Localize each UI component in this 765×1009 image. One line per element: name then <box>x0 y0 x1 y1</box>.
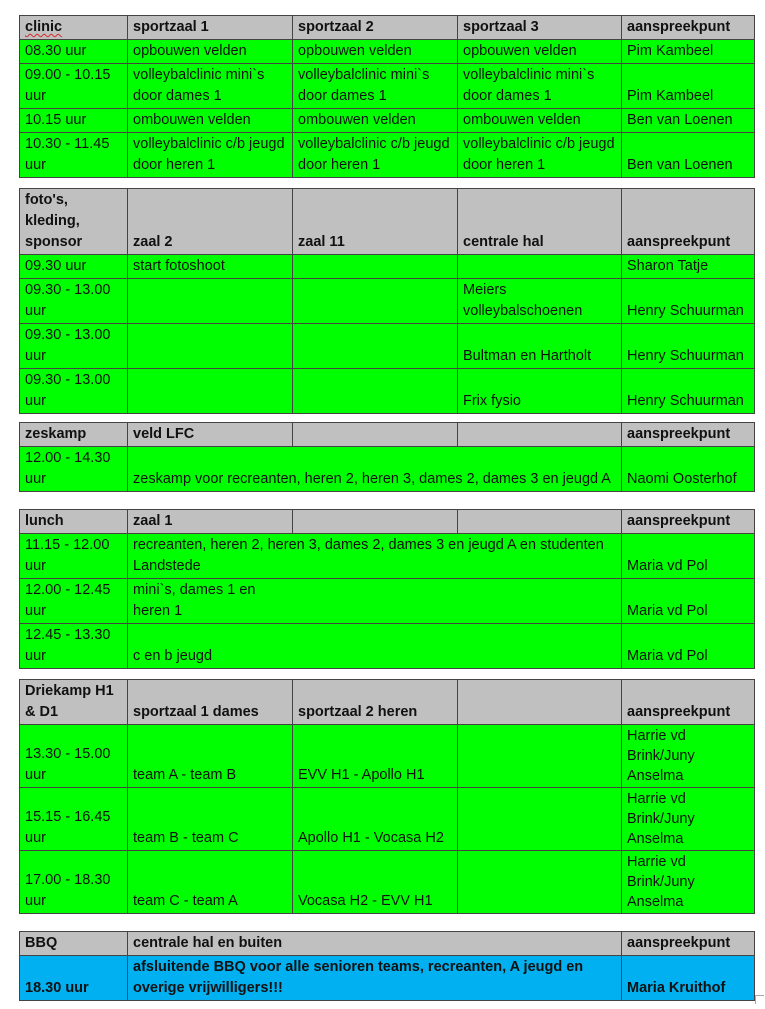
table-cell: volleybalclinic c/b jeugd door heren 1 <box>458 133 622 178</box>
header-cell <box>458 510 622 534</box>
table-cell: EVV H1 - Apollo H1 <box>293 725 458 788</box>
table-cell <box>293 255 458 279</box>
table-cell <box>128 369 293 414</box>
contact-cell: Maria vd Pol <box>622 534 755 579</box>
time-cell: 08.30 uur <box>20 40 128 64</box>
header-cell: sportzaal 2 heren <box>293 680 458 725</box>
contact-cell: Harrie vd Brink/Juny Anselma <box>622 851 755 914</box>
contact-cell: Henry Schuurman <box>622 324 755 369</box>
header-cell: veld LFC <box>128 423 293 447</box>
table-cell: volleybalclinic mini`s door dames 1 <box>128 64 293 109</box>
table-cell: ombouwen velden <box>458 109 622 133</box>
time-cell: 12.00 - 12.45 uur <box>20 579 128 624</box>
table-cell <box>293 369 458 414</box>
table-row <box>20 133 755 178</box>
time-cell: 09.00 - 10.15 uur <box>20 64 128 109</box>
time-cell: 12.00 - 14.30 uur <box>20 447 128 492</box>
header-cell <box>458 423 622 447</box>
table-cell <box>458 851 622 914</box>
header-cell: zaal 1 <box>128 510 293 534</box>
header-cell: aanspreekpunt <box>622 16 755 40</box>
page-corner-mark <box>755 995 764 1004</box>
table-row <box>20 851 755 914</box>
table-cell: Apollo H1 - Vocasa H2 <box>293 788 458 851</box>
activity-cell: zeskamp voor recreanten, heren 2, heren 3, dames 2, dames 3 en jeugd A <box>128 447 622 492</box>
table-cell: Frix fysio <box>458 369 622 414</box>
bbq-section-label: BBQ <box>20 932 128 956</box>
header-cell: aanspreekpunt <box>622 932 755 956</box>
time-cell: 09.30 - 13.00 uur <box>20 324 128 369</box>
contact-cell: Henry Schuurman <box>622 279 755 324</box>
time-cell: 11.15 - 12.00 uur <box>20 534 128 579</box>
table-cell: Vocasa H2 - EVV H1 <box>293 851 458 914</box>
contact-name: Sharon Tatje <box>627 258 709 274</box>
table-row <box>20 788 755 851</box>
time-cell: 09.30 - 13.00 uur <box>20 369 128 414</box>
table-cell: opbouwen velden <box>128 40 293 64</box>
table-cell <box>458 255 622 279</box>
lunch-header-row <box>20 510 755 534</box>
contact-cell: Naomi Oosterhof <box>622 447 755 492</box>
table-cell <box>458 788 622 851</box>
contact-cell: Harrie vd Brink/Juny Anselma <box>622 788 755 851</box>
table-cell: Meiers volleybalschoenen <box>458 279 622 324</box>
zeskamp-section-label: zeskamp <box>20 423 128 447</box>
contact-cell: Maria vd Pol <box>622 624 755 669</box>
header-cell: zaal 11 <box>293 189 458 255</box>
table-cell: team B - team C <box>128 788 293 851</box>
driekamp-header-row <box>20 680 755 725</box>
header-cell: aanspreekpunt <box>622 189 755 255</box>
table-cell: start fotoshoot <box>128 255 293 279</box>
header-cell: sportzaal 1 dames <box>128 680 293 725</box>
contact-cell: Maria vd Pol <box>622 579 755 624</box>
bbq-header-row <box>20 932 755 956</box>
table-cell: opbouwen velden <box>293 40 458 64</box>
time-cell: 12.45 - 13.30 uur <box>20 624 128 669</box>
lunch-section-label: lunch <box>20 510 128 534</box>
table-row <box>20 324 755 369</box>
table-row <box>20 725 755 788</box>
header-cell: sportzaal 3 <box>458 16 622 40</box>
table-row <box>20 40 755 64</box>
fotos-header-row <box>20 189 755 255</box>
header-cell: centrale hal en buiten <box>128 932 622 956</box>
contact-cell: Ben van Loenen <box>622 109 755 133</box>
contact-cell: Harrie vd Brink/Juny Anselma <box>622 725 755 788</box>
header-cell: centrale hal <box>458 189 622 255</box>
table-cell <box>293 324 458 369</box>
contact-cell: Pim Kambeel <box>622 64 755 109</box>
lunch-table <box>19 509 755 669</box>
table-row <box>20 255 755 279</box>
contact-cell: Ben van Loenen <box>622 133 755 178</box>
driekamp-section-label: Driekamp H1 & D1 <box>20 680 128 725</box>
table-row <box>20 534 755 579</box>
activity-cell: afsluitende BBQ voor alle senioren teams, recreanten, A jeugd en overige vrijwilligers!!! <box>128 956 622 1001</box>
table-cell: ombouwen velden <box>293 109 458 133</box>
table-cell <box>128 324 293 369</box>
bbq-table <box>19 931 755 1001</box>
table-cell: volleybalclinic mini`s door dames 1 <box>458 64 622 109</box>
clinic-section-label: clinic <box>25 19 63 35</box>
contact-cell: Pim Kambeel <box>622 40 755 64</box>
table-cell: team A - team B <box>128 725 293 788</box>
table-cell: ombouwen velden <box>128 109 293 133</box>
header-cell: sportzaal 1 <box>128 16 293 40</box>
driekamp-table <box>19 679 755 914</box>
activity-cell: c en b jeugd <box>128 624 622 669</box>
header-cell: aanspreekpunt <box>622 423 755 447</box>
table-row <box>20 64 755 109</box>
time-cell: 10.15 uur <box>20 109 128 133</box>
header-cell: sportzaal 2 <box>293 16 458 40</box>
table-cell: team C - team A <box>128 851 293 914</box>
table-cell <box>458 725 622 788</box>
table-cell: volleybalclinic mini`s door dames 1 <box>293 64 458 109</box>
table-cell: Bultman en Hartholt <box>458 324 622 369</box>
table-cell: volleybalclinic c/b jeugd door heren 1 <box>128 133 293 178</box>
header-cell: aanspreekpunt <box>622 680 755 725</box>
header-cell: zaal 2 <box>128 189 293 255</box>
table-row <box>20 956 755 1001</box>
table-row <box>20 624 755 669</box>
table-row <box>20 447 755 492</box>
clinic-header-row <box>20 16 755 40</box>
table-cell: opbouwen velden <box>458 40 622 64</box>
header-cell <box>293 510 458 534</box>
header-cell <box>458 680 622 725</box>
fotos-table <box>19 188 755 414</box>
table-row <box>20 279 755 324</box>
table-row <box>20 109 755 133</box>
contact-cell: Maria Kruithof <box>622 956 755 1001</box>
time-cell: 17.00 - 18.30 uur <box>20 851 128 914</box>
time-cell: 09.30 - 13.00 uur <box>20 279 128 324</box>
time-cell: 10.30 - 11.45 uur <box>20 133 128 178</box>
table-row <box>20 369 755 414</box>
zeskamp-header-row <box>20 423 755 447</box>
activity-text: mini`s, dames 1 en heren 1 <box>133 582 256 619</box>
header-cell <box>293 423 458 447</box>
time-cell: 09.30 uur <box>20 255 128 279</box>
header-cell: aanspreekpunt <box>622 510 755 534</box>
table-cell <box>128 279 293 324</box>
table-cell: volleybalclinic c/b jeugd door heren 1 <box>293 133 458 178</box>
table-cell <box>293 279 458 324</box>
activity-cell: recreanten, heren 2, heren 3, dames 2, dames 3 en jeugd A en studenten Landstede <box>128 534 622 579</box>
contact-cell: Henry Schuurman <box>622 369 755 414</box>
fotos-section-label: foto's, kleding, sponsor <box>20 189 128 255</box>
time-cell: 15.15 - 16.45 uur <box>20 788 128 851</box>
time-cell: 18.30 uur <box>20 956 128 1001</box>
clinic-table <box>19 15 755 178</box>
time-cell: 13.30 - 15.00 uur <box>20 725 128 788</box>
zeskamp-table <box>19 422 755 492</box>
table-row <box>20 579 755 624</box>
